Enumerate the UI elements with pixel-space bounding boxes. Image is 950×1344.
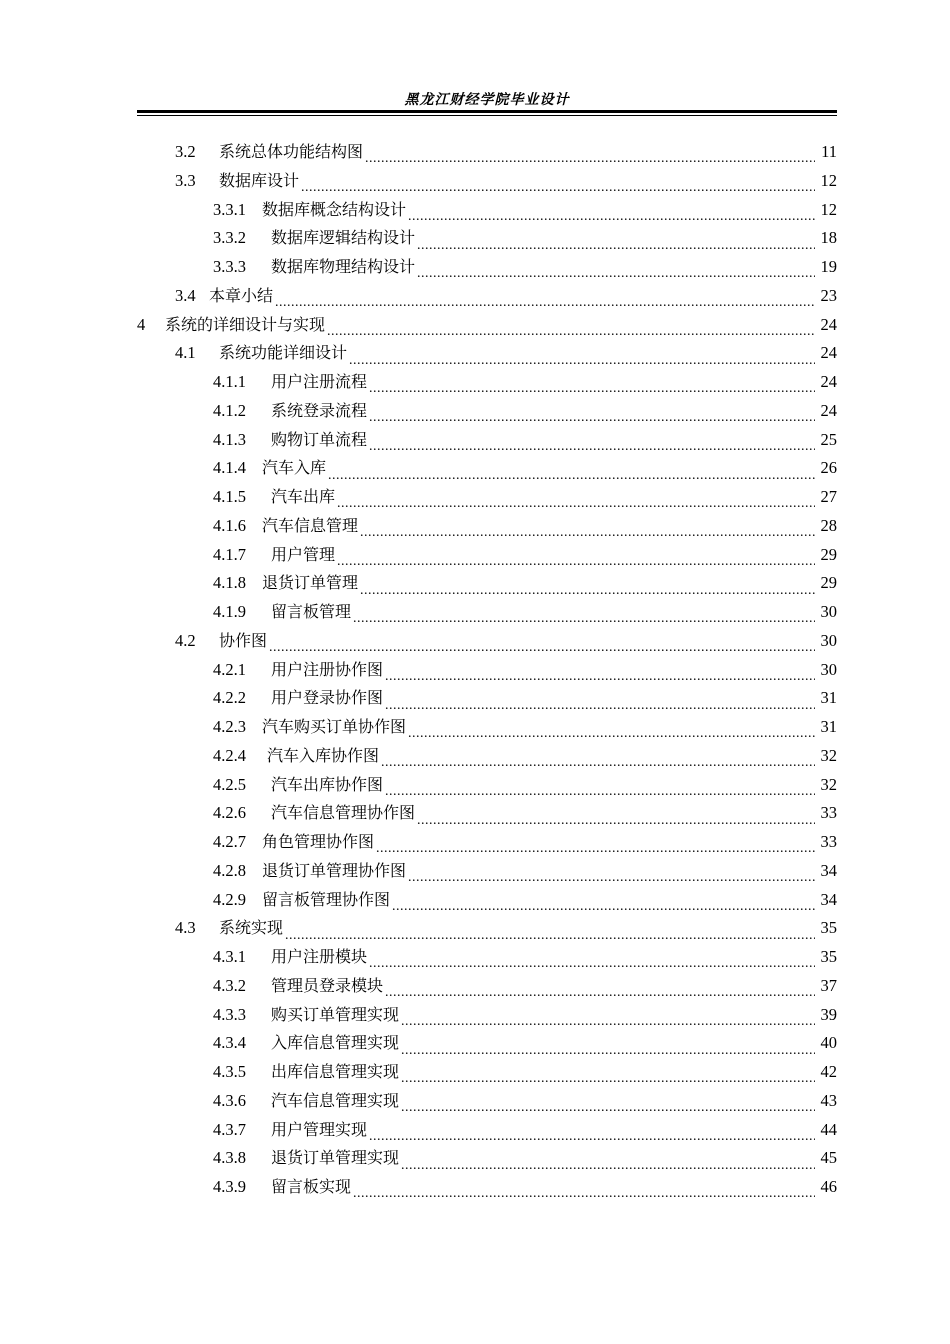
toc-entry[interactable] [137, 397, 837, 426]
toc-entry[interactable] [137, 1029, 837, 1058]
toc-page: 35 [820, 918, 837, 938]
toc-title: 汽车入库 [262, 458, 327, 478]
toc-number: 4.3.5 [213, 1062, 246, 1081]
toc-leader [408, 862, 815, 882]
toc-page: 19 [820, 257, 837, 276]
toc-title: 汽车信息管理协作图 [271, 803, 416, 823]
toc-leader [337, 546, 815, 566]
toc-leader [369, 402, 815, 422]
toc-title: 用户注册流程 [271, 372, 368, 391]
toc-number: 4.3 [175, 918, 196, 938]
toc-entry[interactable] [137, 1001, 837, 1030]
toc-number: 4.1 [175, 343, 196, 363]
toc-title: 系统功能详细设计 [219, 343, 348, 363]
toc-number: 4.2.9 [213, 889, 246, 909]
toc-entry[interactable] [137, 167, 837, 196]
toc-number: 3.4 [175, 285, 196, 305]
toc-leader [401, 1063, 815, 1083]
toc-leader [408, 201, 815, 221]
toc-page: 35 [820, 947, 837, 966]
toc-leader [353, 1178, 815, 1198]
toc-page: 24 [820, 400, 837, 420]
toc-leader [417, 805, 815, 825]
toc-page: 39 [820, 1004, 837, 1024]
toc-leader [417, 230, 815, 250]
toc-title: 入库信息管理实现 [271, 1033, 400, 1053]
running-header: 黑龙江财经学院毕业设计 [404, 92, 570, 108]
toc-entry[interactable] [137, 972, 837, 1001]
toc-leader [401, 1092, 815, 1112]
toc-title: 系统登录流程 [271, 400, 368, 420]
toc-entry[interactable] [137, 426, 837, 455]
toc-number: 3.3.1 [213, 199, 246, 219]
toc-number: 4.1.3 [213, 429, 246, 449]
toc-number: 4.3.6 [213, 1090, 246, 1110]
toc-title: 用户注册模块 [271, 947, 368, 966]
toc-leader [417, 258, 815, 278]
toc-leader [369, 431, 815, 451]
toc-entry[interactable] [137, 684, 837, 713]
toc-entry[interactable] [137, 1116, 837, 1145]
toc-leader [349, 345, 815, 365]
toc-leader [392, 891, 815, 911]
toc-title: 用户注册协作图 [271, 659, 384, 679]
toc-number: 3.2 [175, 142, 196, 161]
toc-title: 购买订单管理实现 [271, 1004, 400, 1024]
toc-page: 37 [820, 975, 837, 995]
toc-number: 4.3.3 [213, 1004, 246, 1024]
toc-page: 26 [820, 458, 837, 478]
toc-number: 4.1.7 [213, 544, 246, 564]
toc-page: 42 [820, 1062, 837, 1081]
toc-page: 32 [820, 774, 837, 794]
toc-leader [401, 1150, 815, 1170]
toc-number: 4.2 [175, 630, 196, 650]
toc-entry[interactable] [137, 914, 837, 943]
toc-title: 管理员登录模块 [271, 975, 384, 995]
toc-title: 退货订单管理 [262, 573, 359, 593]
toc-entry[interactable] [137, 138, 837, 167]
toc-number: 4.3.4 [213, 1033, 246, 1053]
toc-title: 留言板实现 [271, 1177, 352, 1196]
toc-number: 4 [137, 314, 146, 334]
toc-page: 31 [820, 717, 837, 736]
toc-entry[interactable] [137, 483, 837, 512]
toc-title: 汽车入库协作图 [267, 745, 380, 765]
toc-entry[interactable] [137, 713, 837, 742]
toc-title: 数据库逻辑结构设计 [271, 228, 416, 248]
toc-page: 46 [820, 1177, 837, 1196]
toc-number: 4.1.8 [213, 573, 246, 593]
toc-title: 退货订单管理协作图 [262, 860, 407, 880]
toc-number: 4.1.4 [213, 458, 246, 478]
toc-page: 33 [820, 832, 837, 851]
toc-leader [401, 1035, 815, 1055]
toc-entry[interactable] [137, 339, 837, 368]
toc-page: 12 [820, 199, 837, 219]
toc-title: 汽车购买订单协作图 [262, 717, 407, 736]
toc-leader [285, 920, 815, 940]
toc-number: 4.2.5 [213, 774, 246, 794]
toc-leader [269, 632, 815, 652]
toc-page: 29 [820, 573, 837, 593]
toc-number: 4.1.2 [213, 400, 246, 420]
toc-entry[interactable] [137, 253, 837, 282]
toc-entry[interactable] [137, 512, 837, 541]
toc-page: 24 [820, 314, 837, 334]
toc-title: 汽车出库协作图 [271, 774, 384, 794]
toc-number: 3.3 [175, 170, 196, 190]
toc-entry[interactable] [137, 1058, 837, 1087]
toc-title: 出库信息管理实现 [271, 1062, 400, 1081]
toc-number: 4.3.9 [213, 1177, 246, 1196]
toc-entry[interactable] [137, 943, 837, 972]
toc-number: 4.3.7 [213, 1119, 246, 1139]
toc-leader [369, 373, 815, 393]
toc-entry[interactable] [137, 656, 837, 685]
toc-leader [360, 517, 815, 537]
toc-entry[interactable] [137, 857, 837, 886]
toc-number: 4.2.3 [213, 717, 246, 736]
toc-title: 留言板管理 [271, 602, 352, 621]
header-rule-thin [137, 115, 837, 116]
toc-entry[interactable] [137, 627, 837, 656]
toc-entry[interactable] [137, 799, 837, 828]
toc-leader [353, 603, 815, 623]
toc-page: 33 [820, 803, 837, 823]
toc-leader [301, 172, 815, 192]
toc-entry[interactable] [137, 742, 837, 771]
toc-entry[interactable] [137, 1144, 837, 1173]
toc-number: 4.3.1 [213, 947, 246, 966]
toc-page: 34 [820, 860, 837, 880]
toc-leader [385, 977, 815, 997]
toc-number: 4.2.6 [213, 803, 246, 823]
toc-entry[interactable] [137, 1173, 837, 1202]
toc-title: 协作图 [219, 630, 268, 650]
toc-page: 27 [820, 487, 837, 506]
toc-number: 4.2.1 [213, 659, 246, 679]
header-rule-thick [137, 110, 837, 113]
toc-number: 4.3.8 [213, 1148, 246, 1168]
toc-entry[interactable] [137, 282, 837, 311]
toc-entry[interactable] [137, 771, 837, 800]
toc-page: 45 [820, 1148, 837, 1168]
toc-leader [401, 1006, 815, 1026]
toc-number: 4.1.9 [213, 602, 246, 621]
toc-title: 系统的详细设计与实现 [165, 314, 326, 334]
toc-page: 32 [820, 745, 837, 765]
toc-leader [381, 747, 815, 767]
toc-page: 43 [820, 1090, 837, 1110]
toc-number: 4.1.1 [213, 372, 246, 391]
toc-title: 汽车信息管理 [262, 515, 359, 535]
toc-entry[interactable] [137, 196, 837, 225]
toc-entry[interactable] [137, 598, 837, 627]
toc-leader [376, 833, 815, 853]
toc-title: 购物订单流程 [271, 429, 368, 449]
toc-number: 4.2.8 [213, 860, 246, 880]
toc-page: 30 [820, 630, 837, 650]
toc-page: 30 [820, 602, 837, 621]
toc-title: 用户登录协作图 [271, 688, 384, 708]
toc-number: 4.2.2 [213, 688, 246, 708]
toc-entry[interactable] [137, 886, 837, 915]
toc-page: 18 [820, 228, 837, 248]
table-of-contents [137, 138, 837, 1202]
toc-number: 4.3.2 [213, 975, 246, 995]
toc-leader [385, 776, 815, 796]
toc-entry[interactable] [137, 541, 837, 570]
toc-leader [275, 287, 815, 307]
toc-title: 系统总体功能结构图 [219, 142, 364, 161]
toc-page: 31 [820, 688, 837, 708]
toc-leader [360, 575, 815, 595]
toc-page: 34 [820, 889, 837, 909]
toc-title: 系统实现 [219, 918, 284, 938]
toc-page: 28 [820, 515, 837, 535]
toc-page: 40 [820, 1033, 837, 1053]
toc-number: 4.2.7 [213, 832, 246, 851]
toc-leader [369, 1121, 815, 1141]
toc-page: 29 [820, 544, 837, 564]
toc-entry[interactable] [137, 224, 837, 253]
toc-page: 24 [820, 343, 837, 363]
toc-page: 11 [821, 142, 837, 161]
toc-title: 角色管理协作图 [262, 832, 375, 851]
toc-title: 用户管理实现 [271, 1119, 368, 1139]
toc-leader [337, 488, 815, 508]
toc-page: 12 [820, 170, 837, 190]
toc-title: 退货订单管理实现 [271, 1148, 400, 1168]
toc-title: 用户管理 [271, 544, 336, 564]
toc-page: 44 [820, 1119, 837, 1139]
toc-title: 数据库设计 [219, 170, 300, 190]
toc-page: 24 [820, 372, 837, 391]
toc-leader [365, 143, 815, 163]
toc-number: 4.1.5 [213, 487, 246, 506]
toc-leader [385, 690, 815, 710]
toc-entry[interactable] [137, 569, 837, 598]
toc-number: 3.3.2 [213, 228, 246, 248]
toc-title: 数据库物理结构设计 [271, 257, 416, 276]
toc-title: 汽车出库 [271, 487, 336, 506]
toc-number: 4.2.4 [213, 745, 246, 765]
toc-leader [369, 948, 815, 968]
toc-entry[interactable] [137, 454, 837, 483]
toc-page: 30 [820, 659, 837, 679]
toc-entry[interactable] [137, 1087, 837, 1116]
toc-title: 本章小结 [209, 285, 274, 305]
toc-leader [385, 661, 815, 681]
toc-leader [327, 316, 815, 336]
toc-leader [408, 718, 815, 738]
toc-title: 数据库概念结构设计 [262, 199, 407, 219]
toc-number: 4.1.6 [213, 515, 246, 535]
toc-page: 23 [820, 285, 837, 305]
toc-title: 留言板管理协作图 [262, 889, 391, 909]
toc-entry[interactable] [137, 828, 837, 857]
toc-title: 汽车信息管理实现 [271, 1090, 400, 1110]
toc-number: 3.3.3 [213, 257, 246, 276]
toc-leader [328, 460, 815, 480]
toc-entry[interactable] [137, 368, 837, 397]
toc-entry[interactable] [137, 311, 837, 340]
toc-page: 25 [820, 429, 837, 449]
